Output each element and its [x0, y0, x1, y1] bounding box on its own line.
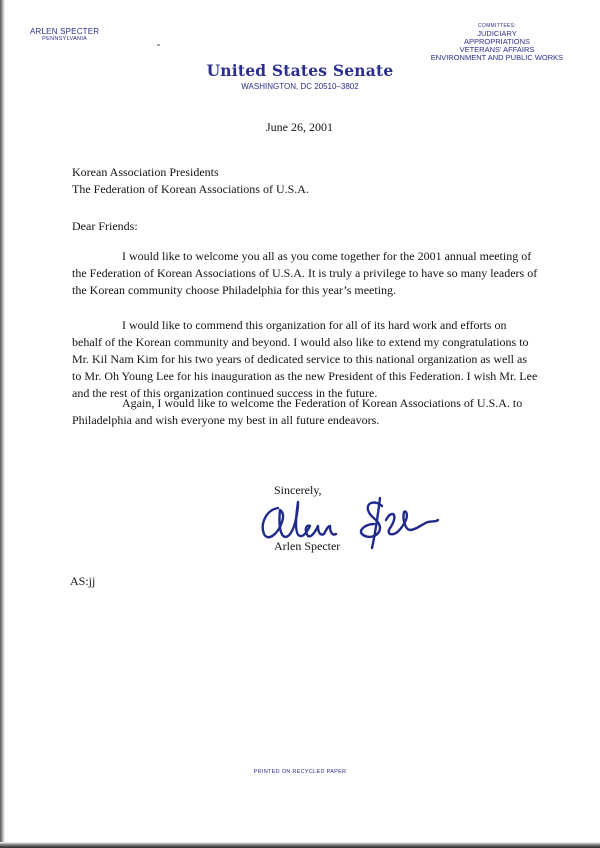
body-paragraph: I would like to commend this organization for all of its hard work and efforts on behalf of the Korean community and beyond. I would also like to extend my congratulations to Mr. Kil Nam Kim for his two years of dedicated service to this national organization as well as to Mr. Oh Young Lee for his inauguration as the new President of this Federation. I wish Mr. Lee and the rest of this organization continued success in the future. — [72, 318, 538, 400]
typist-initials: AS:jj — [70, 574, 96, 588]
sender-state: PENNSYLVANIA — [42, 36, 88, 43]
salutation: Dear Friends: — [72, 219, 138, 233]
senate-address: WASHINGTON, DC 20510–3802 — [241, 82, 359, 91]
paper-speck — [157, 44, 160, 46]
body-paragraph: Again, I would like to welcome the Federation of Korean Associations of U.S.A. to Philadelphia and wish everyone my best in all future endeavors. — [72, 396, 523, 427]
committee-item: JUDICIARY — [477, 29, 517, 39]
masthead — [200, 61, 400, 91]
committee-item: APPROPRIATIONS — [463, 37, 531, 47]
signer-name: Arlen Specter — [274, 539, 341, 553]
recycled-paper-note: PRINTED ON RECYCLED PAPER — [253, 769, 347, 775]
sender-block — [30, 27, 99, 43]
institution-name: United States Senate — [206, 61, 394, 80]
committee-item: VETERANS' AFFAIRS — [459, 45, 535, 54]
letter-date: June 26, 2001 — [266, 120, 333, 134]
recipient-line: Korean Association Presidents — [72, 165, 219, 179]
committees-block — [412, 24, 582, 62]
body-paragraph: I would like to welcome you all as you come together for the 2001 annual meeting of the Federation of Korean Associations of U.S.A. It is truly a privilege to have so many leaders of the Korean community choose Philadelphia for this year’s meeting. — [72, 249, 538, 297]
recipient-block — [72, 164, 309, 198]
committee-item: ENVIRONMENT AND PUBLIC WORKS — [430, 52, 564, 62]
sender-name: ARLEN SPECTER — [30, 27, 100, 36]
committees-heading: COMMITTEES: — [477, 23, 517, 29]
recipient-line: The Federation of Korean Associations of U.S.A. — [72, 182, 309, 196]
closing: Sincerely, — [274, 483, 322, 497]
scan-edge — [0, 0, 5, 848]
scan-bottom-edge — [0, 842, 600, 848]
